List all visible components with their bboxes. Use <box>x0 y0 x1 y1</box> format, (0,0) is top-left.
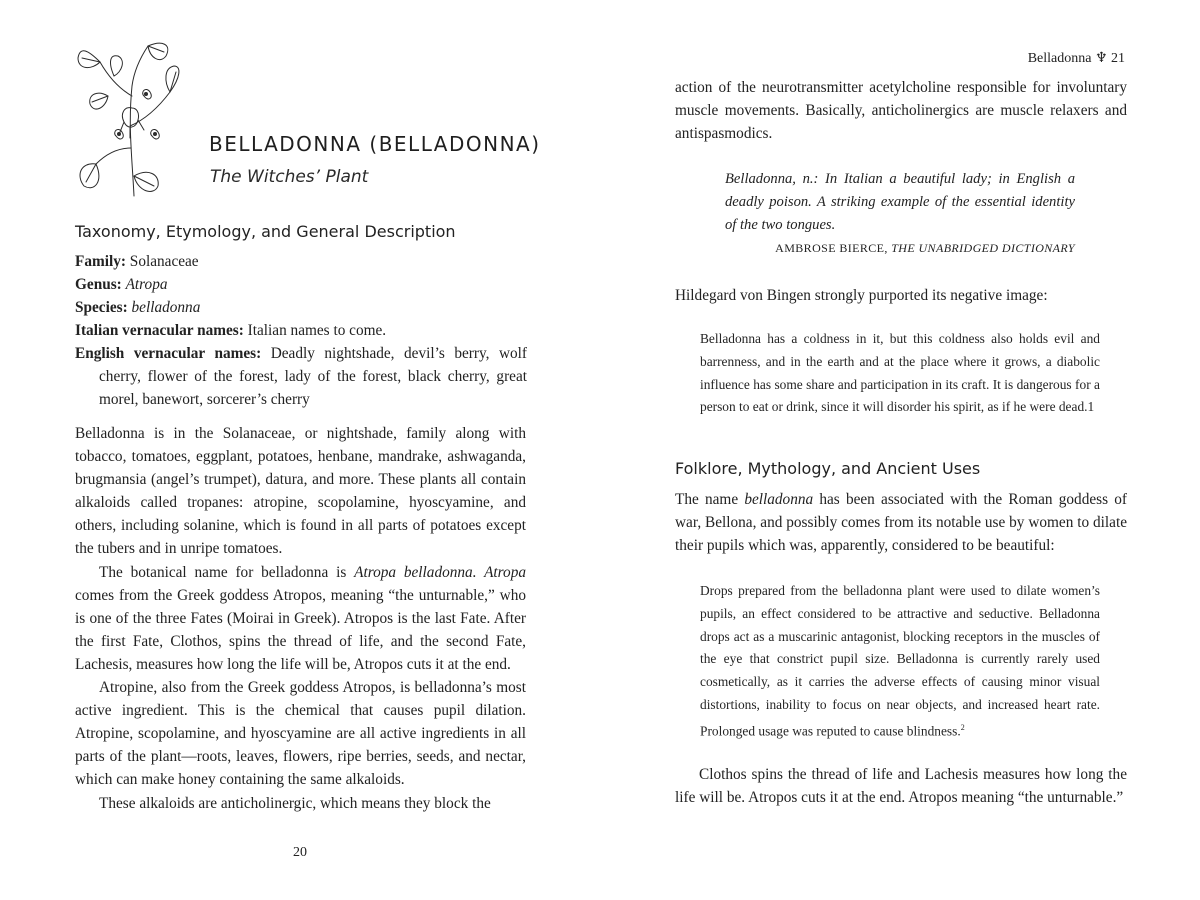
right-page <box>600 0 1200 900</box>
italian-names-label: Italian vernacular names: <box>75 322 244 339</box>
paragraph-atropine: Atropine, also from the Greek goddess Atropos, is belladonna’s most active ingredient. This is the chemical that causes pupil dilation. Atropine, scopolamine, and hyoscyamine are all active ingredients in all parts of the plant—roots, leaves, flowers, ripe berries, seeds, and nectar, which can make honey containing the same alkaloids. <box>75 679 526 789</box>
folklore-heading: Folklore, Mythology, and Ancient Uses <box>675 459 981 478</box>
paragraph-bellona <box>675 488 1127 557</box>
bellona-text-a: The name <box>675 491 745 508</box>
bellona-text-italic: belladonna <box>744 491 814 508</box>
botanical-text-a: The botanical name for belladonna is <box>99 563 355 581</box>
running-head: Belladonna ♆ 21 <box>1027 51 1125 66</box>
paragraph-alkaloids: These alkaloids are anticholinergic, which means they block the <box>99 794 491 812</box>
genus-fact <box>75 273 527 296</box>
page-number-left: 20 <box>293 845 307 860</box>
taxonomy-heading: Taxonomy, Etymology, and General Description <box>75 222 456 241</box>
drops-blockquote <box>700 580 1100 743</box>
species-value: belladonna <box>131 299 201 316</box>
botanical-text-italic: Atropa belladonna. Atropa <box>354 563 526 581</box>
genus-value: Atropa <box>125 276 168 293</box>
italian-names-fact <box>75 319 527 342</box>
drops-quote-text: Drops prepared from the belladonna plant were used to dilate women’s pupils, an effect considered to be attractive and seductive. Belladonna drops act as a muscarinic antagonist, blocking receptors in the muscles of the eye that constrict pupil size. Belladonna is currently rarely used cosmetically, as it carries the adverse effects of causing minor visual distortions, inability to focus on near objects, and increased heart rate. Prolonged usage was reputed to cause blindness. <box>700 583 1100 739</box>
english-names-label: English vernacular names: <box>75 345 262 362</box>
belladonna-plant-illustration <box>74 36 184 201</box>
genus-label: Genus: <box>75 276 122 293</box>
footnote-marker: 2 <box>960 722 965 732</box>
taxonomy-facts <box>75 250 527 411</box>
paragraph-neurotransmitter: action of the neurotransmitter acetylcholine responsible for involuntary muscle movements. Basically, anticholinergics are muscle relaxers and antispasmodics. <box>675 79 1127 143</box>
epigraph-source: THE UNABRIDGED DICTIONARY <box>891 241 1075 255</box>
epigraph-quote: Belladonna, n.: In Italian a beautiful lady; in English a deadly poison. A striking example of the essential identity of the two tongues. <box>725 171 1075 233</box>
paragraph-botanical-name <box>75 561 526 676</box>
chapter-title: BELLADONNA (BELLADONNA) <box>209 132 541 156</box>
botanical-text-c: comes from the Greek goddess Atropos, meaning “the unturnable,” who is one of the three Fates (Moirai in Greek). Atropos is the last Fate. After the first Fate, Clothos, spins the thread of life, and the second Fate, Lachesis, measures how long the life will be, Atropos cuts it at the end. <box>75 586 526 673</box>
paragraph-hildegard-intro: Hildegard von Bingen strongly purported its negative image: <box>675 287 1048 304</box>
family-label: Family: <box>75 253 126 270</box>
english-names-fact <box>75 342 527 411</box>
italian-names-value: Italian names to come. <box>243 322 387 339</box>
species-label: Species: <box>75 299 128 316</box>
epigraph-attribution <box>725 237 1075 260</box>
paragraph-clothos: Clothos spins the thread of life and Lachesis measures how long the life will be. Atropos cuts it at the end. Atropos meaning “the unturnable.” <box>675 766 1127 807</box>
family-value: Solanaceae <box>125 253 199 270</box>
paragraph-solanaceae: Belladonna is in the Solanaceae, or nightshade, family along with tobacco, tomatoes, eggplant, potatoes, henbane, mandrake, ashwaganda, brugmansia (angel’s trumpet), datura, and more. These plants all contain alkaloids called tropanes: atropine, scopolamine, hyoscyamine, and others, including solanine, which is found in all parts of potatoes except the tubers and in unripe tomatoes. <box>75 425 526 558</box>
family-fact <box>75 250 527 273</box>
hildegard-blockquote: Belladonna has a coldness in it, but this coldness also holds evil and barrenness, and in the earth and at the place where it grows, a diabolic influence has some share and participation in its craft. It is dangerous for a person to eat or drink, since it will disorder his spirit, as if he were dead.1 <box>700 331 1100 415</box>
bierce-epigraph <box>725 168 1075 260</box>
chapter-subtitle: The Witches’ Plant <box>210 167 369 187</box>
left-body-text <box>75 422 526 815</box>
english-names-value: Deadly nightshade, devil’s berry, wolf cherry, flower of the forest, lady of the forest, black cherry, great morel, banewort, sorcerer’s cherry <box>99 345 527 408</box>
bellona-text-c: has been associated with the Roman goddess of war, Bellona, and possibly comes from its notable use by women to dilate their pupils which was, apparently, considered to be beautiful: <box>675 491 1127 555</box>
species-fact <box>75 296 527 319</box>
epigraph-author: AMBROSE BIERCE, <box>775 241 892 255</box>
